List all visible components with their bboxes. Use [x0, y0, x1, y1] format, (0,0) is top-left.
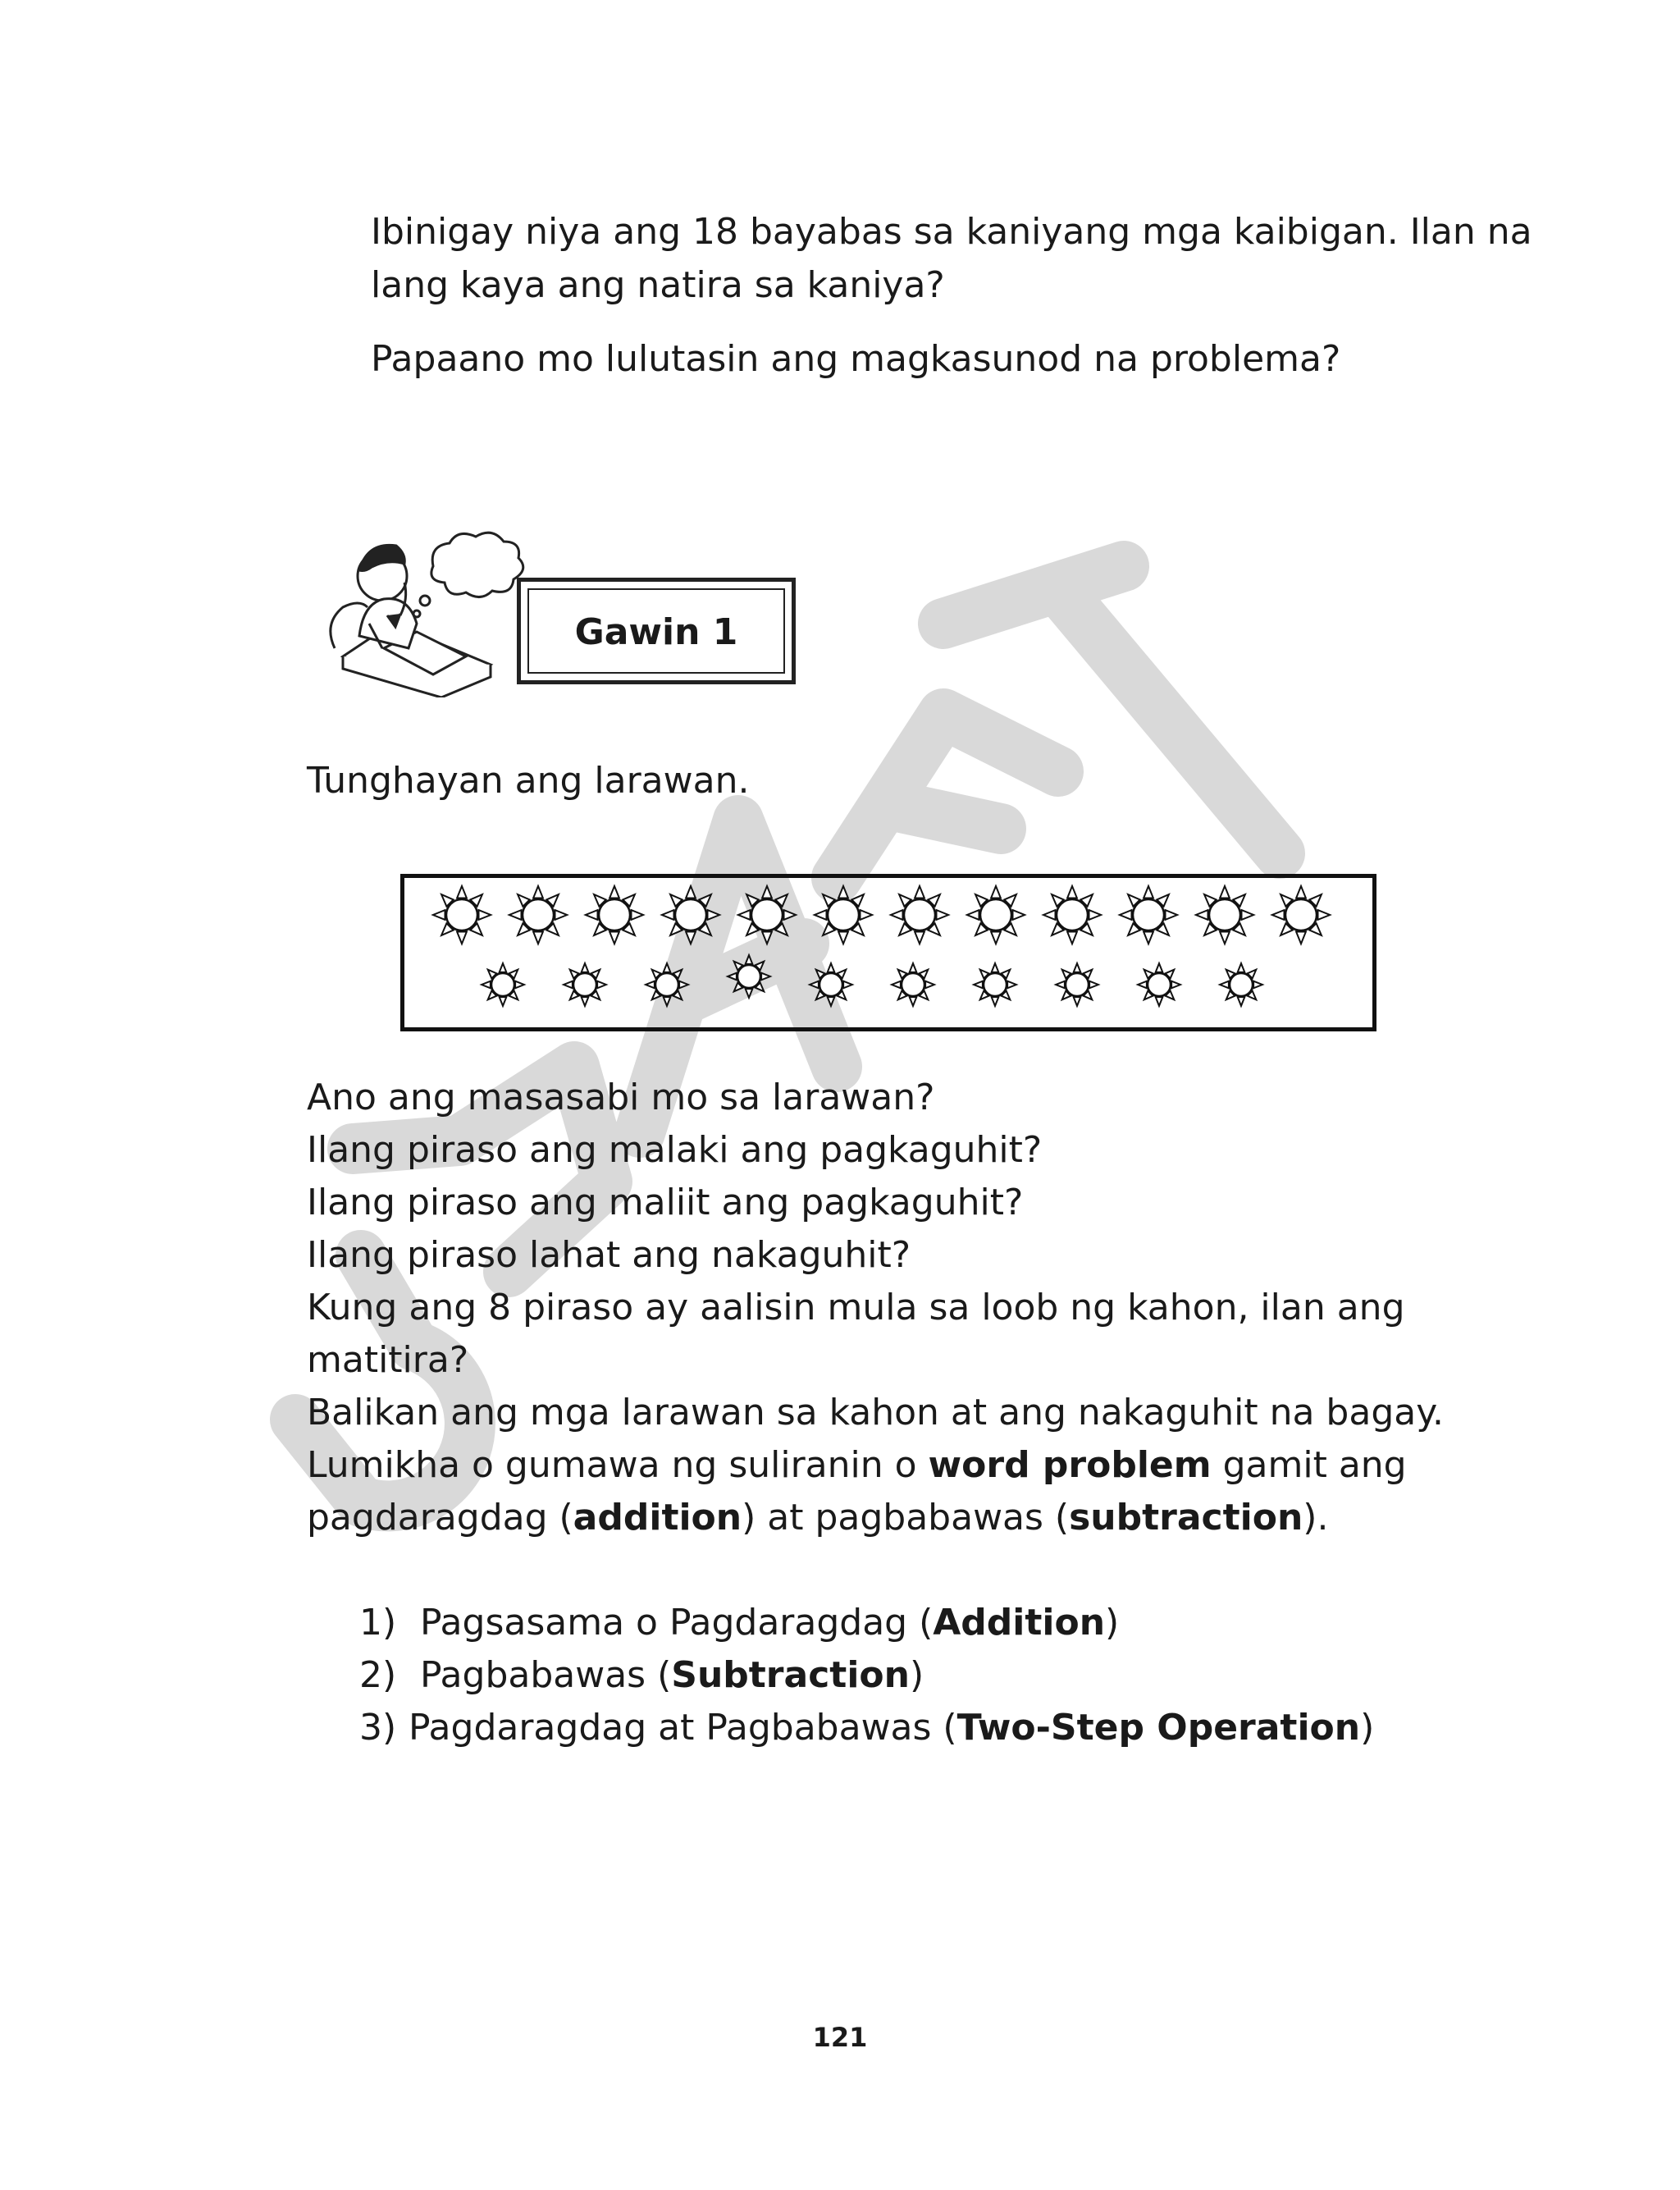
thought-cloud: [431, 533, 523, 597]
small-sun-icon: [728, 955, 770, 998]
list-bold: Addition: [933, 1602, 1106, 1644]
thought-bubble-small: [420, 596, 430, 606]
list-bold: Subtraction: [671, 1654, 910, 1696]
list-number: 2): [359, 1654, 397, 1696]
small-sun-icon: [564, 963, 606, 1006]
intro-line-1: Ibinigay niya ang 18 bayabas sa kaniyang mga kaibigan. Ilan na: [371, 211, 1532, 253]
small-sun-icon: [1138, 963, 1180, 1006]
question-5: Kung ang 8 piraso ay aalisin mula sa loob ng kahon, ilan ang: [307, 1287, 1405, 1328]
large-sun-icon: [1043, 886, 1101, 944]
sun-picture: [404, 878, 1372, 1027]
list-item-2: [359, 1653, 924, 1699]
task-text: Lumikha o gumawa ng suliranin o: [307, 1444, 929, 1486]
large-sun-icon: [967, 886, 1025, 944]
small-sun-icon: [974, 963, 1016, 1006]
task-text: gamit ang: [1211, 1444, 1407, 1486]
list-text: Pagdaragdag at Pagbabawas (: [409, 1707, 957, 1749]
small-sun-icon: [810, 963, 852, 1006]
task-text: ) at pagbabawas (: [742, 1497, 1070, 1538]
large-sun-icon: [1196, 886, 1253, 944]
list-text: Pagsasama o Pagdaragdag (: [420, 1602, 934, 1644]
small-sun-icon: [1220, 963, 1262, 1006]
review-instruction: Balikan ang mga larawan sa kahon at ang nakaguhit na bagay.: [307, 1392, 1444, 1433]
task-text: ).: [1303, 1497, 1329, 1538]
question-1: Ano ang masasabi mo sa larawan?: [307, 1077, 935, 1118]
large-sun-icon: [509, 886, 567, 944]
question-5-cont: matitira?: [307, 1339, 469, 1381]
task-line-1: [307, 1442, 1407, 1488]
task-line-2: [307, 1495, 1328, 1541]
task-text: pagdaragdag (: [307, 1497, 573, 1538]
large-sun-icon: [815, 886, 872, 944]
page-number: 121: [812, 2022, 868, 2053]
question-2: Ilang piraso ang malaki ang pagkaguhit?: [307, 1129, 1043, 1171]
list-item-3: [359, 1705, 1374, 1751]
small-sun-icon: [482, 963, 524, 1006]
list-text: ): [1105, 1602, 1120, 1644]
list-number: 3): [359, 1707, 397, 1749]
watermark-letter-f: [837, 714, 1058, 878]
gawin-label-box: [517, 578, 796, 684]
large-sun-icon: [433, 886, 491, 944]
small-sun-icon: [892, 963, 934, 1006]
task-bold-word-problem: word problem: [928, 1444, 1212, 1486]
small-sun-icon: [1056, 963, 1098, 1006]
large-sun-icon: [1272, 886, 1330, 944]
list-text: ): [909, 1654, 924, 1696]
small-sun-icon: [646, 963, 688, 1006]
large-sun-icon: [1120, 886, 1177, 944]
intro-line-2: lang kaya ang natira sa kaniya?: [371, 264, 945, 306]
thinking-boy-illustration: [318, 525, 532, 697]
instruction-text: Tunghayan ang larawan.: [307, 760, 750, 802]
list-number: 1): [359, 1602, 397, 1644]
task-bold-addition: addition: [573, 1497, 742, 1538]
list-text: Pagbabawas (: [420, 1654, 672, 1696]
list-item-1: [359, 1600, 1119, 1646]
list-bold: Two-Step Operation: [956, 1707, 1361, 1749]
large-sun-icon: [738, 886, 796, 944]
list-text: ): [1360, 1707, 1375, 1749]
large-sun-icon: [662, 886, 719, 944]
sun-picture-box: [400, 874, 1376, 1031]
large-sun-icon: [891, 886, 948, 944]
question-4: Ilang piraso lahat ang nakaguhit?: [307, 1234, 911, 1276]
watermark-letter-t: [943, 566, 1280, 853]
question-3: Ilang piraso ang maliit ang pagkaguhit?: [307, 1182, 1024, 1223]
large-sun-icon: [586, 886, 643, 944]
task-bold-subtraction: subtraction: [1069, 1497, 1303, 1538]
gawin-title: Gawin 1: [574, 611, 738, 653]
intro-question: Papaano mo lulutasin ang magkasunod na problema?: [371, 338, 1341, 380]
